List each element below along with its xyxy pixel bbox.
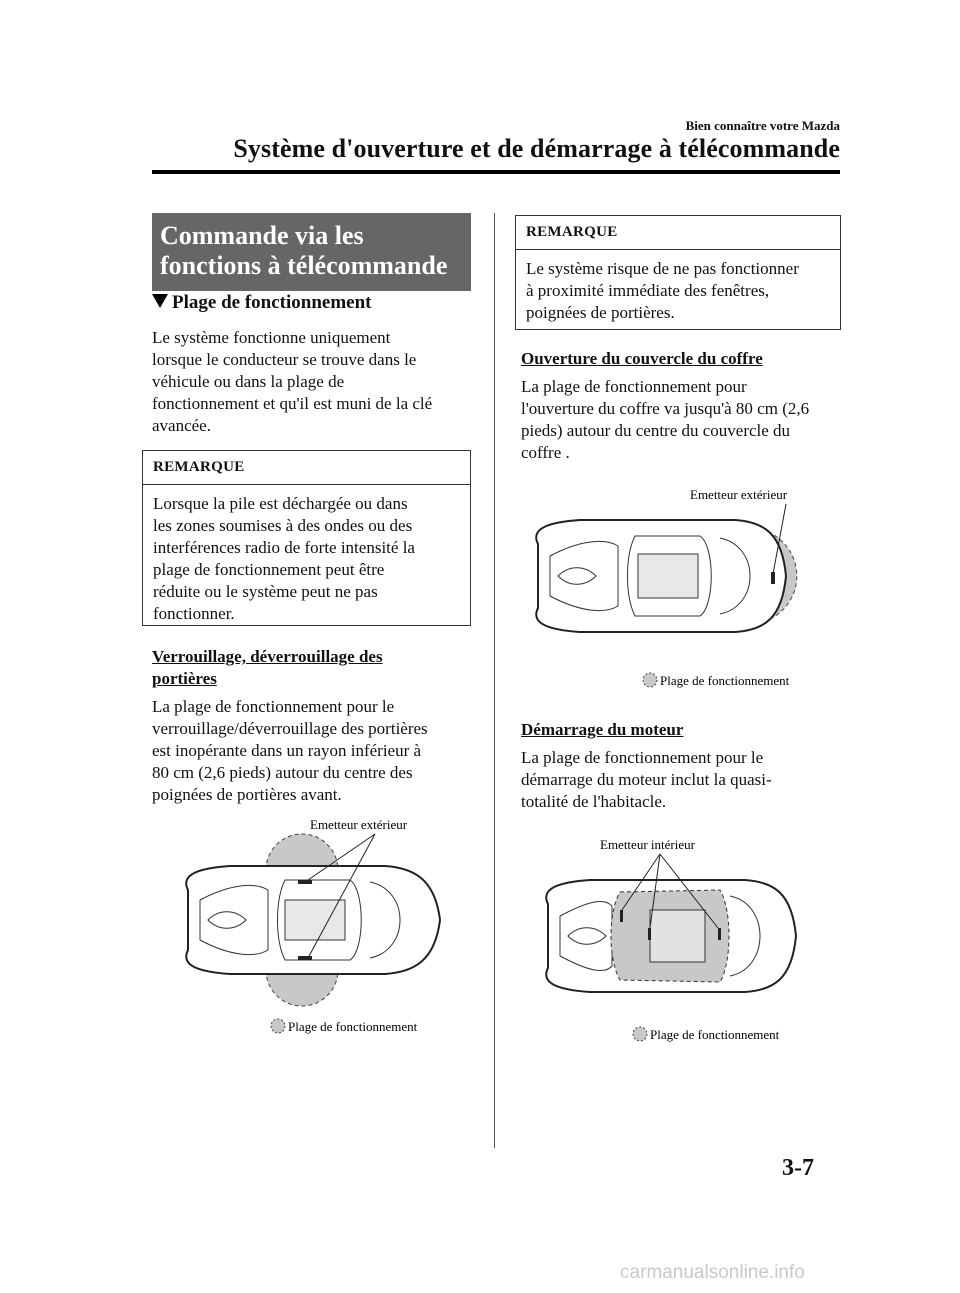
subheading <box>152 292 371 314</box>
antenna-mark <box>648 928 651 940</box>
note-line: réduite ou le système peut ne pas <box>153 582 378 601</box>
trunk-heading: Ouverture du couvercle du coffre <box>521 349 763 368</box>
note-body <box>143 485 470 635</box>
note-line: Lorsque la pile est déchargée ou dans <box>153 494 408 513</box>
doors-heading-line: Verrouillage, déverrouillage des <box>152 647 383 666</box>
section-title-line2: fonctions à télécommande <box>160 251 448 280</box>
header-rule <box>152 170 840 174</box>
engine-heading: Démarrage du moteur <box>521 720 684 739</box>
note-line: plage de fonctionnement peut être <box>153 560 385 579</box>
note-line: Le système risque de ne pas fonctionner <box>526 259 799 278</box>
figure-trunk-range <box>520 480 840 695</box>
header-chapter: Bien connaître votre Mazda <box>685 118 840 133</box>
range-legend-icon <box>633 1027 647 1041</box>
note-line: fonctionner. <box>153 604 235 623</box>
intro-line: Le système fonctionne uniquement <box>152 328 391 347</box>
triangle-down-icon <box>152 294 168 308</box>
rear-door-range-zone <box>266 970 338 1006</box>
header-title: Système d'ouverture et de démarrage à télécommande <box>233 134 840 163</box>
note-line: à proximité immédiate des fenêtres, <box>526 281 770 300</box>
engine-line: démarrage du moteur inclut la quasi- <box>521 770 772 789</box>
note-box-2 <box>515 215 841 330</box>
note-label: REMARQUE <box>516 216 840 250</box>
section-title-line1: Commande via les <box>160 221 364 250</box>
figure-door-label: Emetteur extérieur <box>310 817 408 832</box>
note-line: poignées de portières. <box>526 303 675 322</box>
figure-trunk-legend: Plage de fonctionnement <box>660 673 790 688</box>
note-label: REMARQUE <box>143 451 470 485</box>
engine-paragraph <box>521 747 851 813</box>
front-door-range-zone <box>266 834 338 870</box>
car-top-view-icon <box>536 520 786 632</box>
note-body <box>516 250 840 334</box>
range-legend-icon <box>643 673 657 687</box>
subheading-text: Plage de fonctionnement <box>172 292 372 313</box>
doors-heading <box>152 646 383 690</box>
watermark: carmanualsonline.info <box>620 1262 805 1283</box>
page-number: 3-7 <box>782 1155 814 1181</box>
engine-line: totalité de l'habitacle. <box>521 792 667 811</box>
section-title <box>152 213 471 291</box>
doors-line: est inopérante dans un rayon inférieur à <box>152 741 422 760</box>
doors-line: verrouillage/déverrouillage des portières <box>152 719 428 738</box>
figure-engine-legend: Plage de fonctionnement <box>650 1027 780 1042</box>
trunk-line: La plage de fonctionnement pour <box>521 377 747 396</box>
antenna-mark <box>620 910 623 922</box>
range-legend-icon <box>271 1019 285 1033</box>
note-line: interférences radio de forte intensité la <box>153 538 415 557</box>
intro-line: fonctionnement et qu'il est muni de la clé <box>152 394 433 413</box>
engine-line: La plage de fonctionnement pour le <box>521 748 764 767</box>
doors-line: La plage de fonctionnement pour le <box>152 697 395 716</box>
trunk-paragraph <box>521 376 851 464</box>
trunk-line: l'ouverture du coffre va jusqu'à 80 cm (2,6 <box>521 399 810 418</box>
doors-line: poignées de portières avant. <box>152 785 342 804</box>
column-divider <box>494 213 495 1148</box>
intro-line: lorsque le conducteur se trouve dans le <box>152 350 417 369</box>
figure-door-legend: Plage de fonctionnement <box>288 1019 418 1034</box>
note-box-1 <box>142 450 471 626</box>
figure-engine-range <box>520 830 840 1050</box>
trunk-line: pieds) autour du centre du couvercle du <box>521 421 791 440</box>
sunroof <box>650 910 705 962</box>
intro-line: avancée. <box>152 416 211 435</box>
car-top-view-icon <box>186 866 440 974</box>
figure-trunk-label: Emetteur extérieur <box>690 487 788 502</box>
doors-line: 80 cm (2,6 pieds) autour du centre des <box>152 763 413 782</box>
figure-engine-label: Emetteur intérieur <box>600 837 695 852</box>
trunk-line: coffre . <box>521 443 570 462</box>
figure-door-range <box>160 810 480 1050</box>
note-line: les zones soumises à des ondes ou des <box>153 516 413 535</box>
intro-line: véhicule ou dans la plage de <box>152 372 345 391</box>
doors-paragraph <box>152 696 492 806</box>
antenna-mark <box>718 928 721 940</box>
doors-heading-line: portières <box>152 669 217 688</box>
intro-paragraph <box>152 327 482 437</box>
